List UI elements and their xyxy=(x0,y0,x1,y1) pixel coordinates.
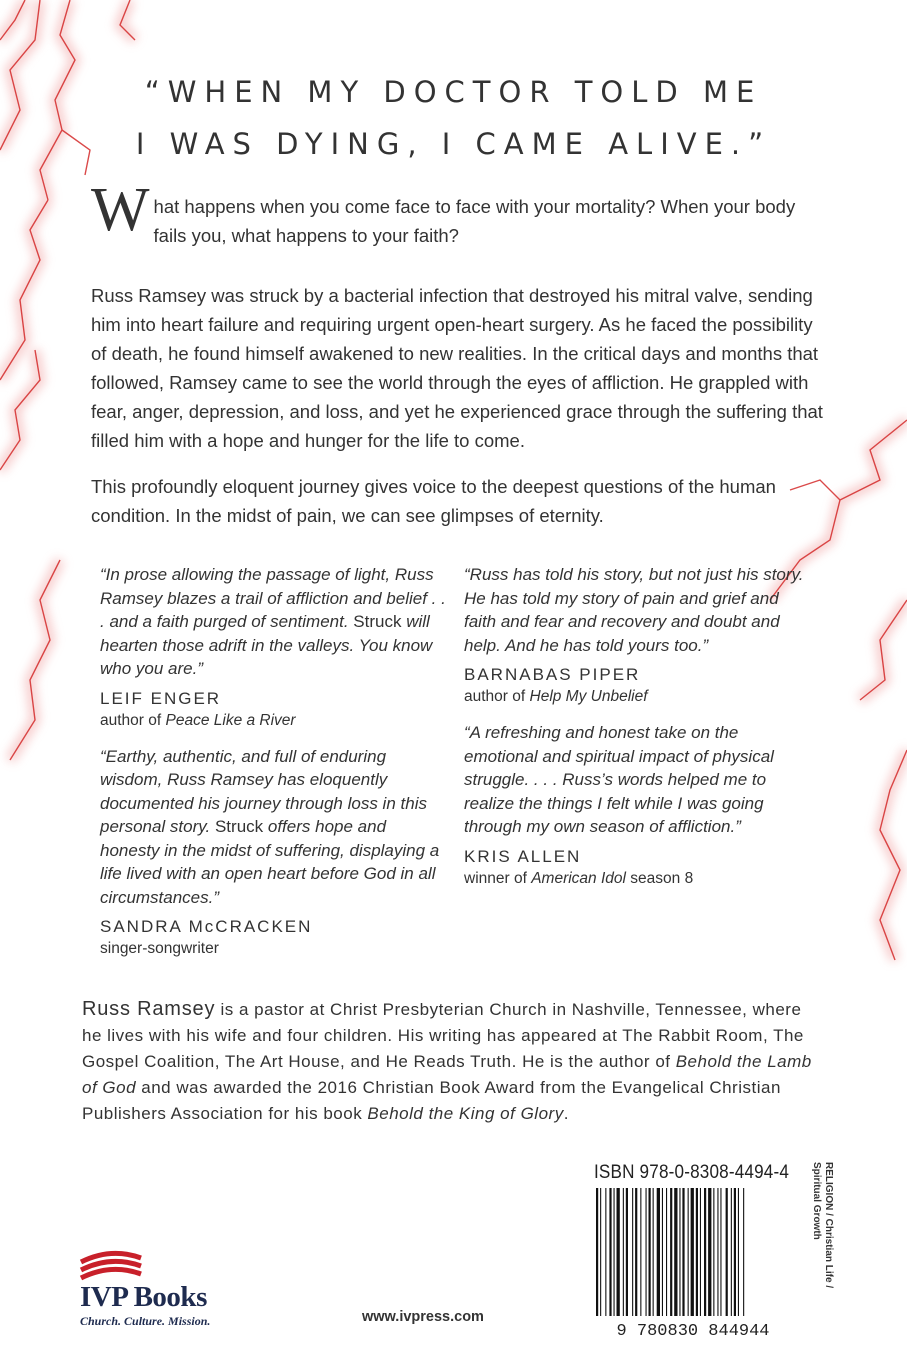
drop-cap: W xyxy=(91,176,150,244)
barcode-bar xyxy=(696,1188,698,1316)
barcode-bar xyxy=(726,1188,728,1316)
barcode-bar xyxy=(717,1188,718,1316)
barcode-bar xyxy=(605,1188,606,1316)
barcode-bar xyxy=(666,1188,667,1316)
barcode-bar xyxy=(640,1188,641,1316)
barcode-bar xyxy=(657,1188,660,1316)
barcode-bar xyxy=(704,1188,706,1316)
barcode-bar xyxy=(731,1188,732,1316)
author-bio: Russ Ramsey is a pastor at Christ Presbyterian Church in Nashville, Tennessee, where he lives with his wife and four children. His writing has appeared at The Rabbit Room, The Gospel Coalition, The Art House, and He Reads Truth. He is the author of Behold the Lamb of God and was awarded the 2016 Christian Book Award from the Evangelical Christian Publishers Association for his book Behold the King of Glory. xyxy=(82,998,812,1123)
endorser-role: author of Peace Like a River xyxy=(100,711,296,729)
publisher-name: IVP Books xyxy=(80,1281,207,1313)
barcode-bar xyxy=(670,1188,672,1316)
barcode-bar xyxy=(674,1188,677,1316)
endorser-name: BARNABAS PIPER xyxy=(464,665,641,684)
closing-paragraph: This profoundly eloquent journey gives voice to the deepest questions of the human condition. In the midst of pain, we can see glimpses of eternity. xyxy=(91,476,776,526)
barcode-bar xyxy=(688,1188,689,1316)
barcode-bar xyxy=(653,1188,654,1316)
barcode-bar xyxy=(662,1188,663,1316)
barcode-bar xyxy=(720,1188,721,1316)
barcode-bar xyxy=(623,1188,624,1316)
endorsement-quote: “In prose allowing the passage of light, Russ Ramsey blazes a trail of affliction and belief . . . and a faith purged of sentiment. Struck will hearten those adrift in the valleys. You know who you are.” xyxy=(100,565,446,678)
isbn-label: ISBN 978-0-8308-4494-4 xyxy=(594,1162,790,1183)
endorser-role: winner of American Idol season 8 xyxy=(464,869,694,887)
endorsements-left-column xyxy=(100,563,450,959)
barcode-bar xyxy=(614,1188,615,1316)
barcode-bar xyxy=(635,1188,637,1316)
barcode-bar xyxy=(617,1188,620,1316)
barcode-bar xyxy=(738,1188,739,1316)
endorser-role: singer-songwriter xyxy=(100,940,219,957)
barcode-bars xyxy=(596,1188,744,1316)
endorsement-quote: “Earthy, authentic, and full of enduring wisdom, Russ Ramsey has eloquently documented his journey through loss in this personal story. Struck offers hope and honesty in the midst of suffering, displaying a life lived with an open heart before God in all circumstances.” xyxy=(100,746,440,907)
publisher-website: www.ivpress.com xyxy=(362,1309,484,1325)
barcode-bar xyxy=(626,1188,628,1316)
endorser-name: SANDRA McCRACKEN xyxy=(100,917,313,936)
barcode-bar xyxy=(682,1188,684,1316)
intro-text: hat happens when you come face to face with your mortality? When your body fails you, what happens to your faith? xyxy=(153,196,796,246)
endorsements-right-column xyxy=(464,563,814,889)
barcode-bar xyxy=(646,1188,647,1316)
author-name: Russ Ramsey xyxy=(82,998,216,1020)
synopsis-paragraph: Russ Ramsey was struck by a bacterial infection that destroyed his mitral valve, sending him into heart failure and requiring urgent open-heart surgery. As he faced the possibility of death, he found himself awakened to new realities. In the critical days and months that followed, Ramsey came to see the world through the eyes of affliction. He grappled with fear, anger, depression, and loss, and yet he experienced grace through the suffering that filled him with a hope and hunger for the life to come. xyxy=(91,285,823,451)
barcode-bar xyxy=(632,1188,633,1316)
barcode-bar xyxy=(596,1188,598,1316)
barcode-bar xyxy=(700,1188,701,1316)
headline-line-2: I WAS DYING, I CAME ALIVE.” xyxy=(135,127,772,161)
barcode-bar xyxy=(713,1188,714,1316)
barcode-bar xyxy=(691,1188,694,1316)
publisher-tagline: Church. Culture. Mission. xyxy=(80,1314,211,1328)
barcode-bar xyxy=(679,1188,680,1316)
barcode-bar xyxy=(734,1188,736,1316)
barcode-bar xyxy=(609,1188,611,1316)
endorser-name: KRIS ALLEN xyxy=(464,846,582,866)
category-label: RELIGION / Christian Life / Spiritual Growth xyxy=(811,1162,834,1289)
barcode-bar xyxy=(743,1188,744,1316)
endorser-name: LEIF ENGER xyxy=(100,688,222,708)
headline-line-1: “WHEN MY DOCTOR TOLD ME xyxy=(144,75,763,109)
isbn-barcode xyxy=(588,1188,798,1338)
barcode-bar xyxy=(649,1188,651,1316)
headline-quote xyxy=(0,66,907,170)
barcode-digits: 9 780830 844944 xyxy=(616,1322,770,1338)
barcode-bar xyxy=(708,1188,711,1316)
endorser-role: author of Help My Unbelief xyxy=(464,688,648,705)
intro-paragraph xyxy=(91,176,823,250)
endorsement-quote: “Russ has told his story, but not just his story. He has told my story of pain and grief and faith and fear and recovery and doubt and help. And he has told yours too.” xyxy=(464,565,804,655)
barcode-bar xyxy=(600,1188,601,1316)
endorsement-quote: “A refreshing and honest take on the emotional and spiritual impact of physical struggle. . . . Russ’s words helped me to realize the things I felt while I was going through my own season of affliction.” xyxy=(464,723,774,836)
